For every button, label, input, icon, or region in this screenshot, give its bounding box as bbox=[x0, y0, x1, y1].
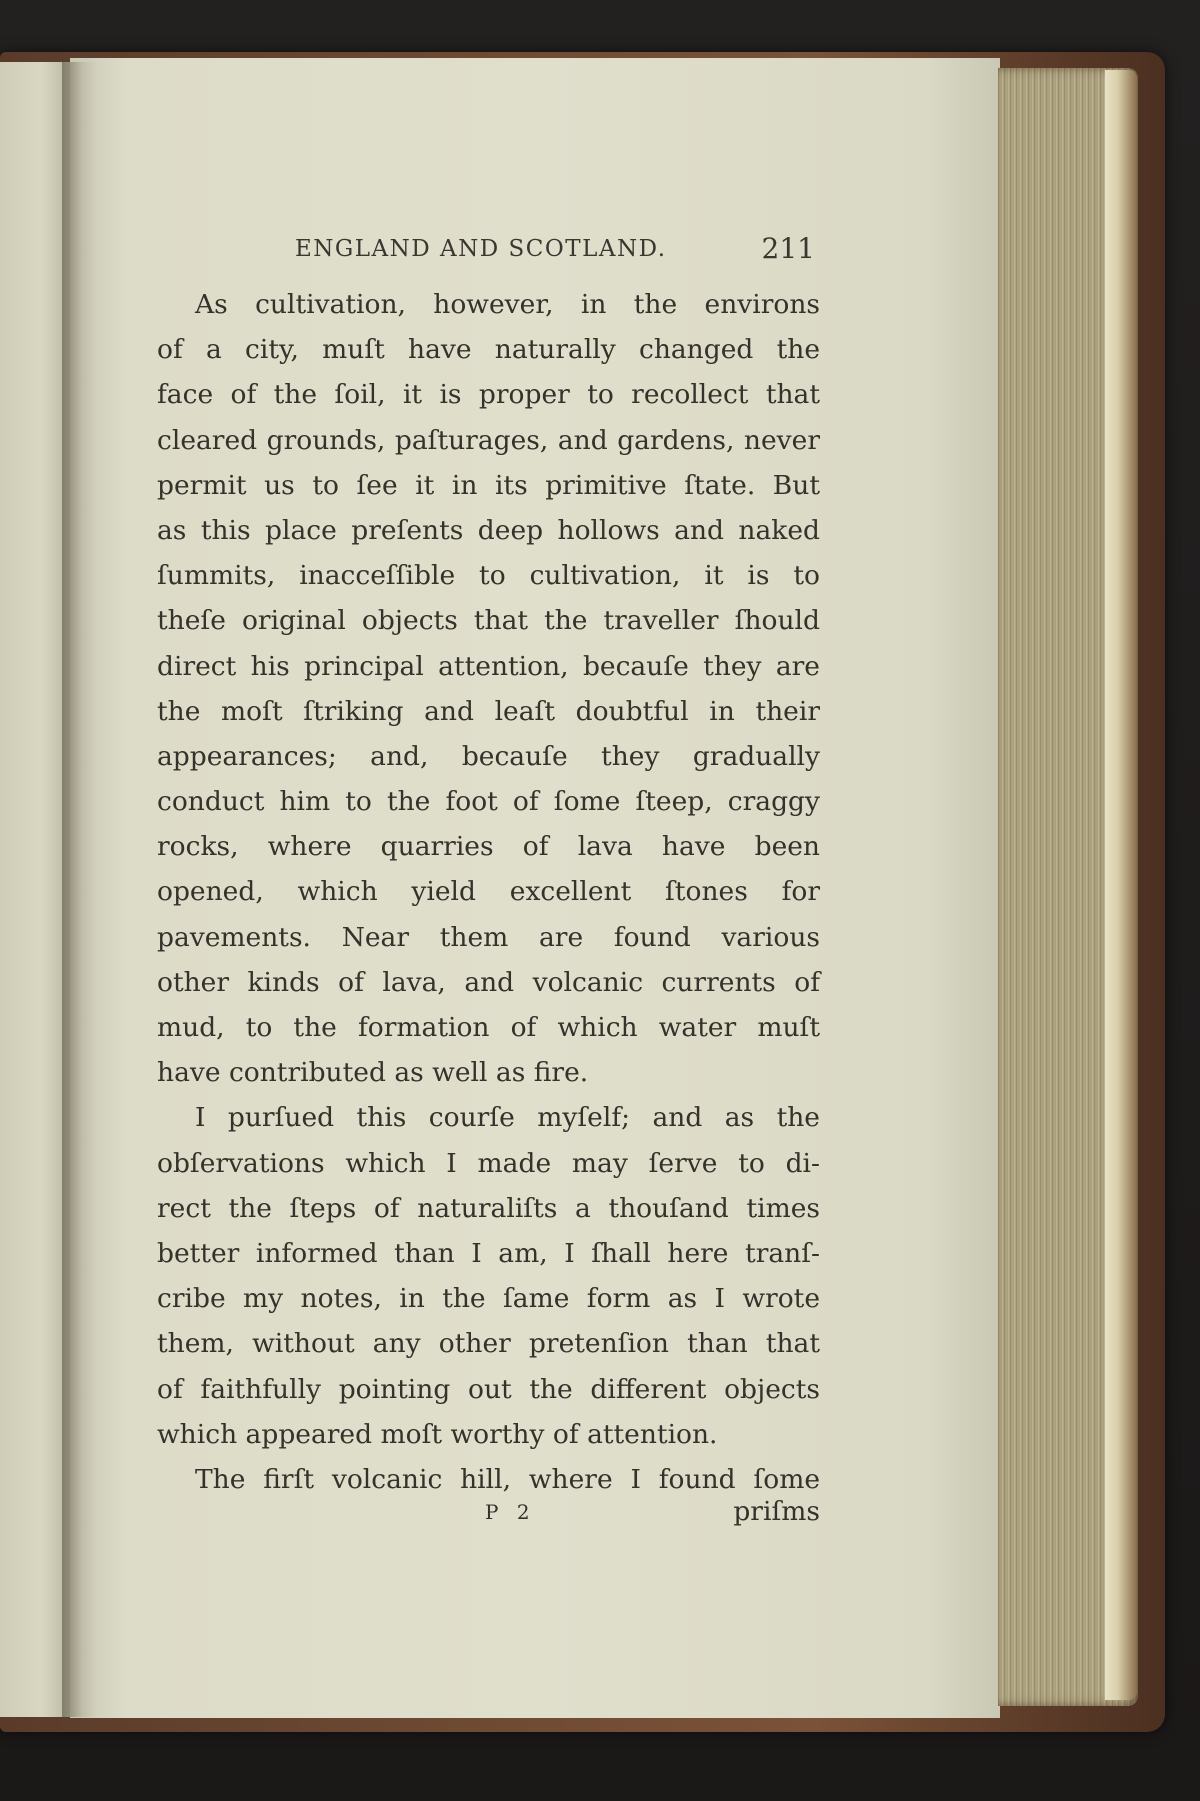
running-title: ENGLAND AND SCOTLAND. bbox=[295, 236, 667, 262]
signature-mark: P 2 bbox=[485, 1500, 536, 1524]
text-line: As cultivation, however, in the environs bbox=[195, 289, 820, 320]
text-line: them, without any other pretenſion than that bbox=[157, 1328, 820, 1360]
text-line: The firſt volcanic hill, where I found ſome bbox=[195, 1463, 820, 1495]
text-line: have contributed as well as fire. bbox=[157, 1057, 589, 1089]
text-line: face of the ſoil, it is proper to recollect that bbox=[157, 379, 820, 411]
text-line: of faithfully pointing out the different objects bbox=[157, 1373, 820, 1405]
text-line: ſummits, inacceſſible to cultivation, it is to bbox=[157, 560, 820, 592]
text-line: direct his principal attention, becauſe they are bbox=[157, 650, 820, 682]
text-line: I purſued this courſe myſelf; and as the bbox=[195, 1102, 820, 1134]
text-line: the moſt ſtriking and leaſt doubtful in their bbox=[157, 695, 820, 727]
text-line: rocks, where quarries of lava have been bbox=[157, 831, 820, 863]
text-line: theſe original objects that the traveller ſhould bbox=[157, 605, 820, 637]
page-footer bbox=[485, 1492, 820, 1532]
text-line: cribe my notes, in the ſame form as I wrote bbox=[157, 1283, 820, 1315]
catchword: priſms bbox=[733, 1496, 820, 1527]
text-line: mud, to the formation of which water muſt bbox=[157, 1012, 820, 1043]
text-line: conduct him to the foot of ſome ſteep, craggy bbox=[157, 786, 820, 818]
gutter-shadow bbox=[62, 62, 96, 1717]
text-line: permit us to ſee it in its primitive ſtate. But bbox=[157, 469, 820, 501]
text-line: cleared grounds, paſturages, and gardens, never bbox=[157, 424, 820, 456]
text-line: as this place preſents deep hollows and naked bbox=[157, 514, 820, 546]
text-line: other kinds of lava, and volcanic currents of bbox=[157, 966, 820, 998]
text-line: opened, which yield excellent ſtones for bbox=[157, 876, 820, 908]
text-line: better informed than I am, I ſhall here tranſ- bbox=[157, 1237, 820, 1269]
page-stack-fore-edge bbox=[1105, 70, 1137, 1700]
text-line: of a city, muſt have naturally changed the bbox=[157, 334, 820, 366]
text-line: appearances; and, becauſe they gradually bbox=[157, 740, 820, 772]
body-text bbox=[157, 282, 820, 1502]
text-line: pavements. Near them are found various bbox=[157, 921, 820, 953]
running-head bbox=[295, 232, 815, 272]
page-number: 211 bbox=[761, 232, 815, 265]
text-line: which appeared moſt worthy of attention. bbox=[157, 1418, 718, 1450]
text-line: rect the ſteps of naturaliſts a thouſand times bbox=[157, 1192, 820, 1224]
text-line: obſervations which I made may ſerve to di- bbox=[157, 1147, 820, 1179]
